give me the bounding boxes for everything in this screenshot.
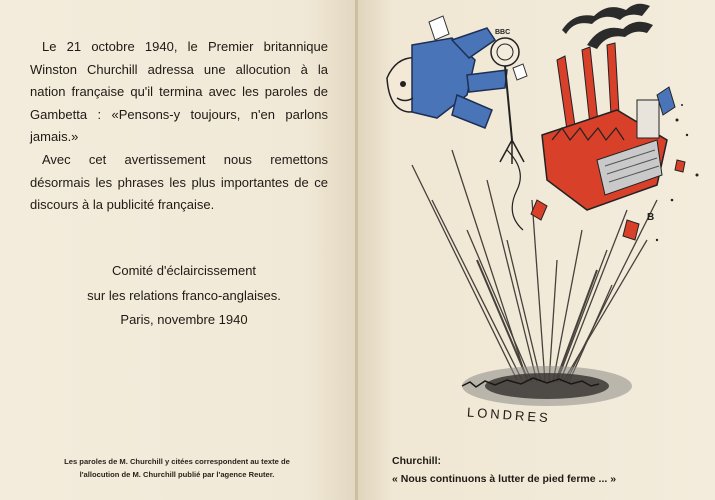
intro-text (30, 36, 328, 217)
debris-dots (656, 104, 699, 241)
signature-line-2: sur les relations franco-anglaises. (87, 287, 281, 303)
churchill-figure (387, 28, 507, 128)
footnote-line-1: Les paroles de M. Churchill y citées correspondent au texte de (64, 457, 290, 466)
signature-block (60, 259, 308, 333)
debris-letter: B (647, 212, 655, 223)
intro-paragraph-1: Le 21 octobre 1940, le Premier britannique Winston Churchill adressa une allocution à la nation française qu'il termina avec les paroles de Gambetta : «Pensons-y toujours, n'en parlons jamais.» (30, 39, 328, 145)
caption-speaker: Churchill: (392, 455, 441, 467)
exploding-factory (531, 43, 685, 240)
caption-quote: « Nous continuons à lutter de pied ferme ... » (392, 473, 617, 485)
bbc-label: BBC (495, 29, 511, 36)
signature-line-3: Paris, novembre 1940 (120, 312, 248, 327)
illustration-caption (392, 452, 702, 488)
ground-label: LONDRES (466, 404, 552, 426)
intro-paragraph-2: Avec cet avertissement nous remettons désormais les phrases les plus importantes de ce discours à la publicité française. (30, 151, 328, 213)
signature-line-1: Comité d'éclaircissement (111, 263, 257, 278)
footnote-line-2: l'allocution de M. Churchill publié par l'agence Reuter. (79, 469, 275, 479)
crater (462, 366, 632, 406)
footnote (22, 456, 332, 481)
cartoon-illustration (357, 0, 715, 440)
smoke-plumes (562, 4, 653, 49)
